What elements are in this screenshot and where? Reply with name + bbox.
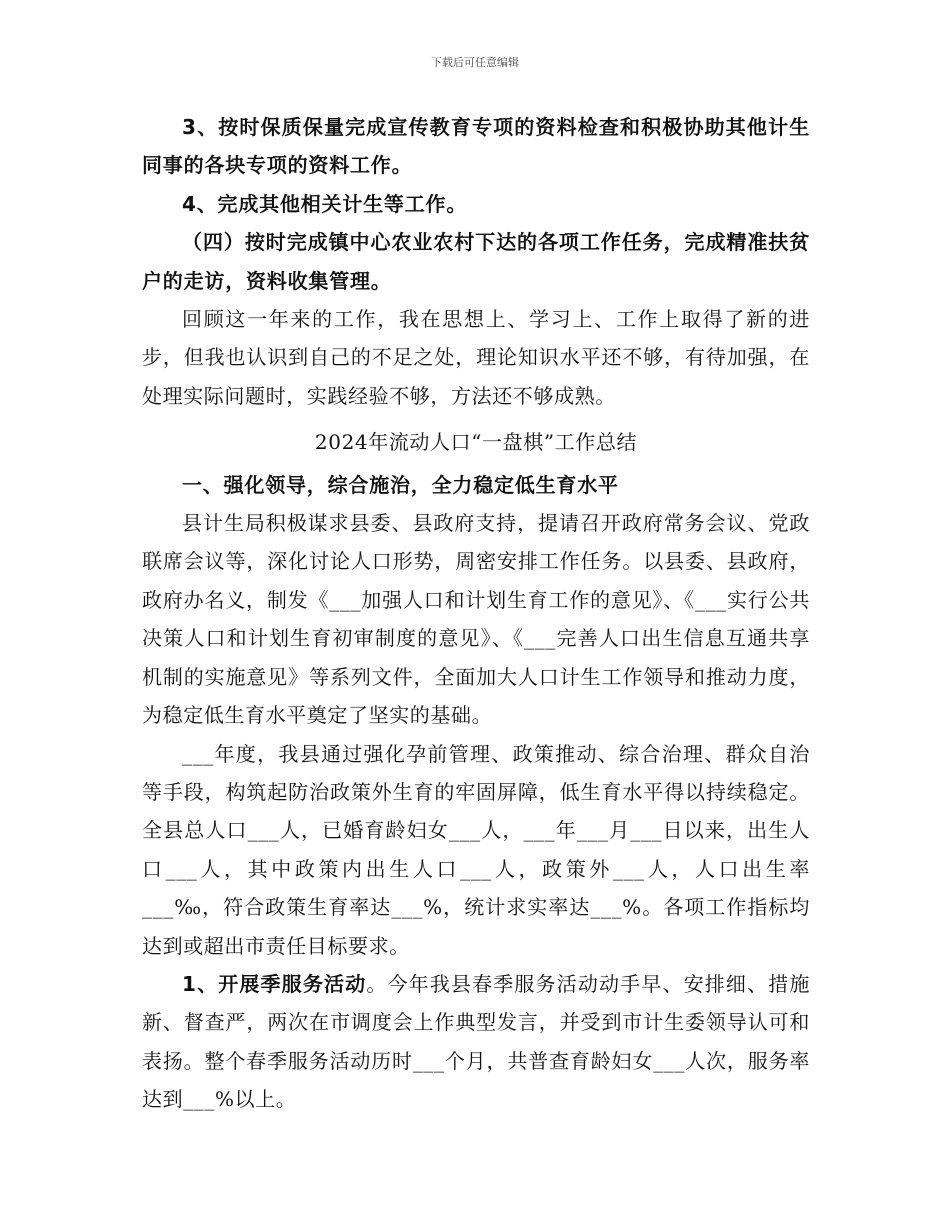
section-heading-1: 一、强化领导，综合施治，全力稳定低生育水平 xyxy=(182,472,619,497)
paragraph-item-4: 4、完成其他相关计生等工作。 xyxy=(182,191,468,216)
document-body xyxy=(142,108,810,1119)
page-header: 下载后可任意编辑 xyxy=(431,56,519,69)
paragraph-section-4: （四）按时完成镇中心农业农村下达的各项工作任务，完成精准扶贫户的走访，资料收集管理。 xyxy=(142,230,810,293)
paragraph-leadership: 县计生局积极谋求县委、县政府支持，提请召开政府常务会议、党政联席会议等，深化讨论人口形势，周密安排工作任务。以县委、县政府，政府办名义，制发《___加强人口和计划生育工作的意见》、《___实行公共决策人口和计划生育初审制度的意见》、《___完善人口出生信息互通共享机制的实施意见》等系列文件，全面加大人口计生工作领导和推动力度，为稳定低生育水平奠定了坚实的基础。 xyxy=(142,511,810,728)
paragraph-item-3: 3、按时保质保量完成宣传教育专项的资料检查和积极协助其他计生同事的各块专项的资料工作。 xyxy=(142,115,810,178)
paragraph-review: 回顾这一年来的工作，我在思想上、学习上、工作上取得了新的进步，但我也认识到自己的不足之处，理论知识水平还不够，有待加强，在处理实际问题时，实践经验不够，方法还不够成熟。 xyxy=(142,307,810,408)
seasonal-service-lead: 1、开展季服务活动 xyxy=(182,971,367,996)
paragraph-seasonal-service xyxy=(142,965,810,1119)
paragraph-statistics: ___年度，我县通过强化孕前管理、政策推动、综合治理、群众自治等手段，构筑起防治政策外生育的牢固屏障，低生育水平得以持续稳定。全县总人口___人，已婚育龄妇女___人，___年___月___日以来，出生人口___人，其中政策内出生人口___人，政策外___人，人口出生率___‰，符合政策生育率达___%，统计求实率达___%。各项工作指标均达到或超出市责任目标要求。 xyxy=(142,741,810,958)
document-title: 2024年流动人口“一盘棋”工作总结 xyxy=(314,430,638,455)
seasonal-service-body: 。今年我县春季服务活动动手早、安排细、措施新、督查严，两次在市调度会上作典型发言，并受到市计生委领导认可和表扬。整个春季服务活动历时___个月，共普查育龄妇女___人次，服务率达到___%以上。 xyxy=(142,971,810,1112)
